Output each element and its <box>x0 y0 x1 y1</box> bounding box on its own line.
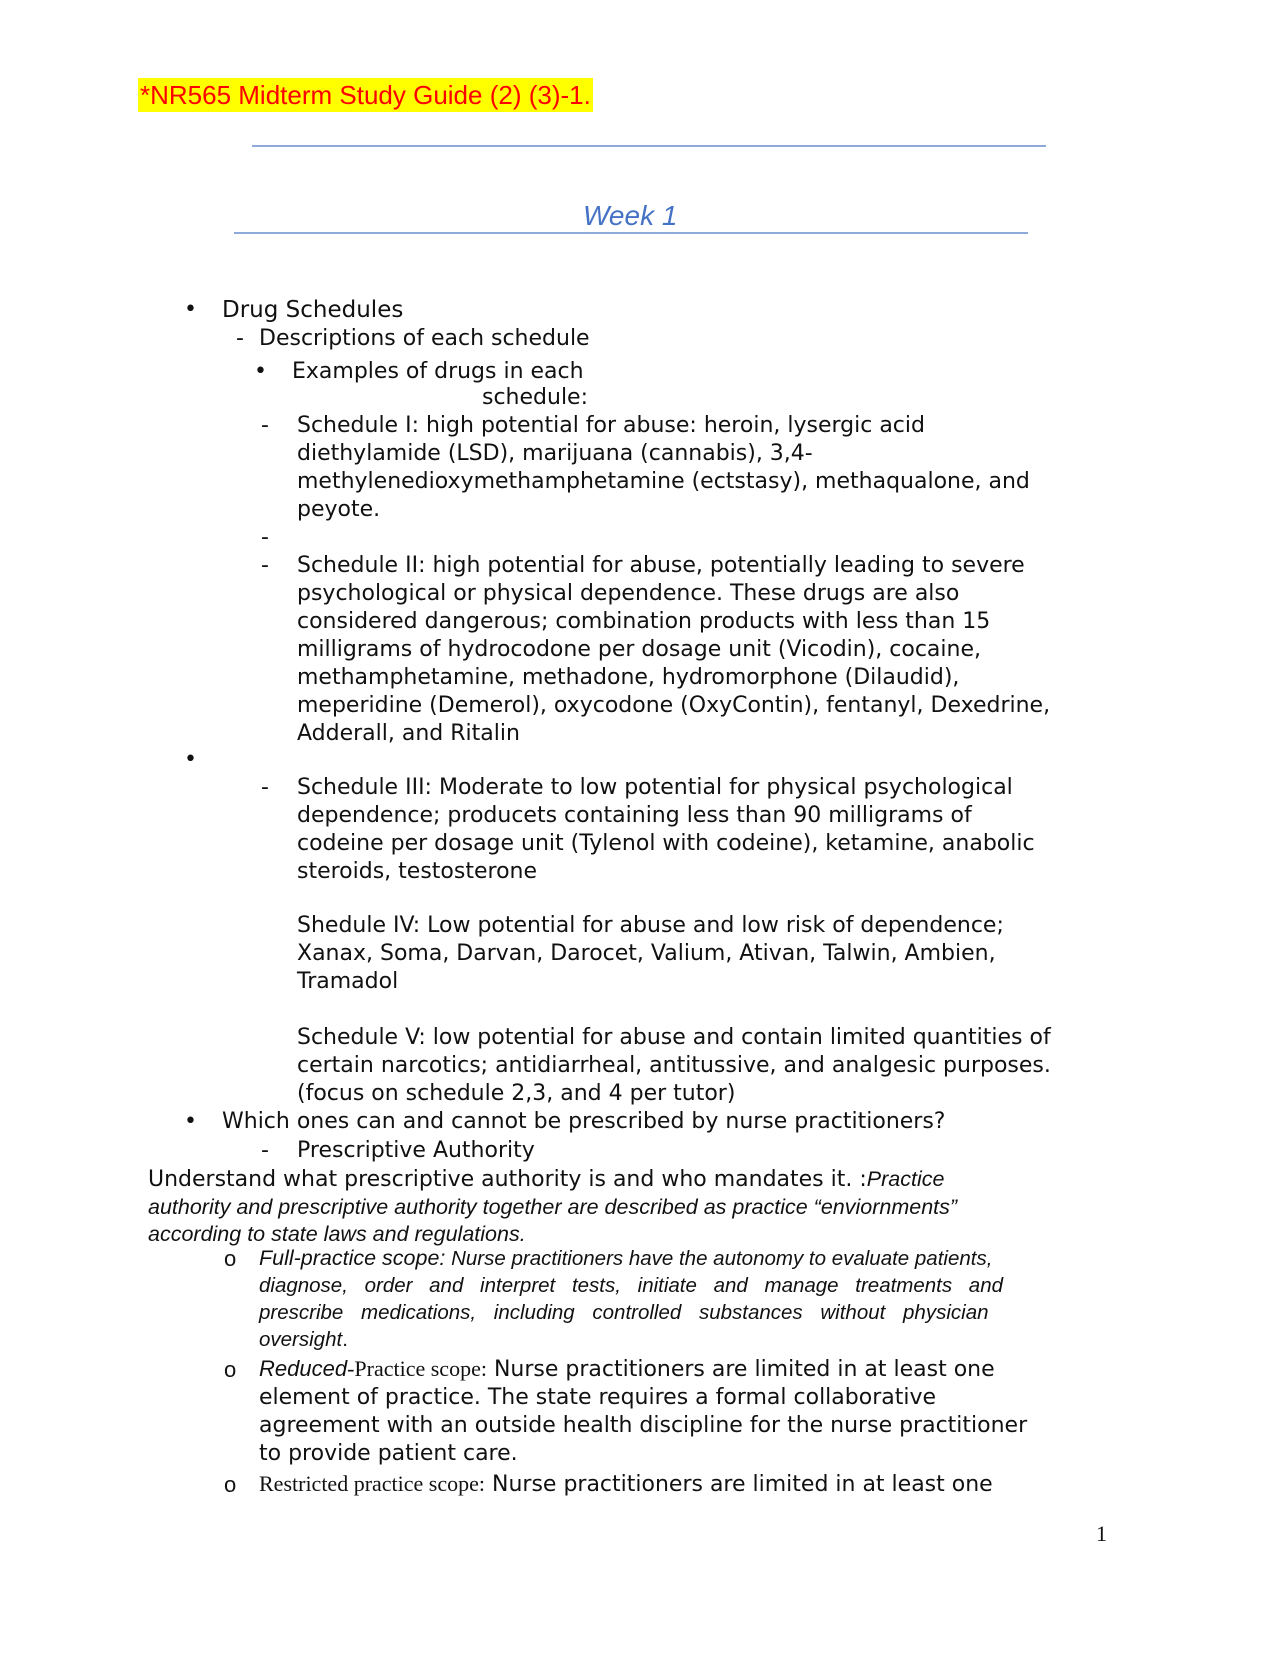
bullet-marker: • <box>254 359 267 384</box>
full-practice-scope: Full-practice scope: Nurse practitioners have the autonomy to evaluate patients, diagnose, order and interpret tests, initiate and manage treatments and prescribe medications, including controlled substances without physician oversight. <box>259 1246 1004 1351</box>
prescriptive-authority-item: Prescriptive Authority <box>297 1138 535 1163</box>
descriptions-item: Descriptions of each schedule <box>259 326 590 351</box>
bottom-rule <box>234 232 1028 234</box>
dash-marker: - <box>261 1138 269 1163</box>
circle-marker: o <box>224 1357 237 1382</box>
schedule-2-text: Schedule II: high potential for abuse, potentially leading to severe psychological or physical dependence. These drugs are also considered dangerous; combination products with less than 15 milligrams of hydrocodone per dosage unit (Vicodin), cocaine, methamphetamine, methadone, hydromorphone (Dilaudid), meperidine (Demerol), oxycodone (OxyContin), fentanyl, Dexedrine, Adderall, and Ritalin <box>297 553 1051 746</box>
examples-item: Examples of drugs in each <box>292 359 584 384</box>
schedule-3-text: Schedule III: Moderate to low potential for physical psychological dependence; producets containing less than 90 milligrams of codeine per dosage unit (Tylenol with codeine), ketamine, anabolic steroids, testosterone <box>297 775 1035 884</box>
dash-marker: - <box>261 553 269 578</box>
schedule-1-text: Schedule I: high potential for abuse: heroin, lysergic acid diethylamide (LSD), marijuana (cannabis), 3,4- methylenedioxymethamphetamine (ectstasy), methaqualone, and peyote. <box>297 413 1030 522</box>
bullet-marker: • <box>184 297 197 322</box>
dash-marker: - <box>261 525 269 550</box>
schedule-4-text: Shedule IV: Low potential for abuse and low risk of dependence; Xanax, Soma, Darvan, Darocet, Valium, Ativan, Talwin, Ambien, Tramadol <box>297 913 1004 994</box>
examples-item-cont: schedule: <box>482 385 589 410</box>
dash-marker: - <box>236 326 244 351</box>
dash-marker: - <box>261 413 269 438</box>
bullet-marker: • <box>184 1109 197 1134</box>
np-question-item: Which ones can and cannot be prescribed by nurse practitioners? <box>222 1109 946 1134</box>
circle-marker: o <box>224 1246 237 1271</box>
schedule-5-text: Schedule V: low potential for abuse and contain limited quantities of certain narcotics; antidiarrheal, antitussive, and analgesic purposes. (focus on schedule 2,3, and 4 per tutor) <box>297 1025 1051 1106</box>
top-rule <box>252 145 1046 147</box>
reduced-practice-scope: Reduced-Practice scope: Nurse practitioners are limited in at least one element of practice. The state requires a formal collaborative agreement with an outside health discipline for the nurse practitioner to provide patient care. <box>259 1356 1028 1466</box>
understand-paragraph: Understand what prescriptive authority is and who mandates it. :Practice authority and prescriptive authority together are described as practice “enviornments” according to state laws and regulations. <box>148 1167 958 1246</box>
week-heading: Week 1 <box>583 200 678 231</box>
document-title: *NR565 Midterm Study Guide (2) (3)-1. <box>140 80 591 110</box>
bullet-marker: • <box>184 747 197 772</box>
dash-marker: - <box>261 775 269 800</box>
circle-marker: o <box>224 1472 237 1497</box>
drug-schedules-item: Drug Schedules <box>222 297 404 323</box>
page-number: 1 <box>1096 1521 1107 1546</box>
restricted-practice-scope: Restricted practice scope: Nurse practitioners are limited in at least one <box>259 1471 993 1497</box>
